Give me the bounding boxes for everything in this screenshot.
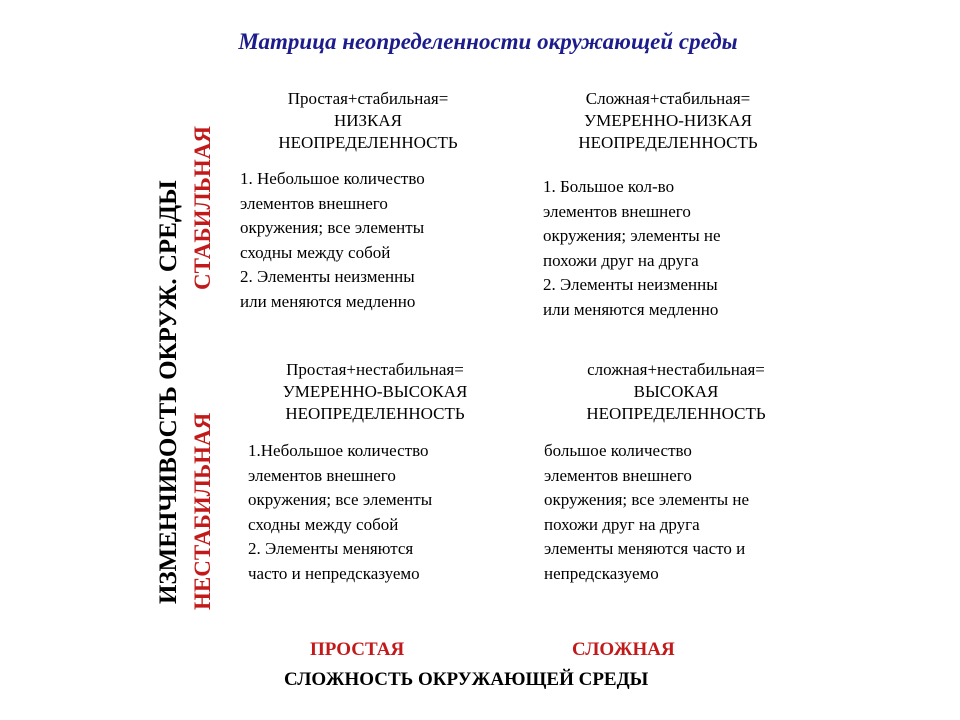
body-line: 2. Элементы неизменны <box>240 267 415 286</box>
header-line: Простая+стабильная= <box>287 89 449 108</box>
horizontal-axis-label: СЛОЖНОСТЬ ОКРУЖАЮЩЕЙ СРЕДЫ <box>284 669 649 690</box>
body-line: 2. Элементы неизменны <box>543 275 718 294</box>
quadrant-top-right-body <box>543 175 721 322</box>
header-line: Простая+нестабильная= <box>286 360 464 379</box>
header-line: УМЕРЕННО-ВЫСОКАЯ <box>282 382 468 401</box>
body-line: окружения; элементы не <box>543 226 721 245</box>
header-line: НЕОПРЕДЕЛЕННОСТЬ <box>285 404 465 423</box>
body-line: элементов внешнего <box>240 193 388 213</box>
vertical-axis-unstable-label: НЕСТАБИЛЬНАЯ <box>190 412 215 610</box>
body-line: 1. Небольшое количество <box>240 169 425 188</box>
body-line: окружения; все элементы <box>248 490 433 509</box>
body-line: окружения; все элементы не <box>544 490 750 509</box>
body-line: 1.Небольшое количество <box>248 441 429 460</box>
header-line: НЕОПРЕДЕЛЕННОСТЬ <box>578 133 758 152</box>
header-line: НЕОПРЕДЕЛЕННОСТЬ <box>586 404 766 423</box>
body-line: 1. Большое кол-во <box>543 177 675 196</box>
body-line: непредсказуемо <box>544 563 659 583</box>
body-line: сходны между собой <box>248 514 399 534</box>
body-line: похожи друг на друга <box>544 514 700 534</box>
body-line: элементы меняются часто и <box>544 539 746 558</box>
quadrant-top-left-header <box>262 88 474 154</box>
horizontal-axis-simple-label: ПРОСТАЯ <box>310 639 405 660</box>
header-line: УМЕРЕННО-НИЗКАЯ <box>584 111 752 130</box>
body-line: элементов внешнего <box>543 201 691 221</box>
body-line: сходны между собой <box>240 242 391 262</box>
body-line: 2. Элементы меняются <box>248 539 414 558</box>
quadrant-bottom-left-body <box>248 439 432 586</box>
body-line: элементов внешнего <box>544 465 692 485</box>
header-line: сложная+нестабильная= <box>587 360 765 379</box>
horizontal-axis-complex-label: СЛОЖНАЯ <box>572 639 675 660</box>
quadrant-top-right-header <box>552 88 784 154</box>
quadrant-bottom-right-header <box>554 359 798 425</box>
header-line: ВЫСОКАЯ <box>633 382 719 401</box>
quadrant-bottom-left-header <box>252 359 498 425</box>
page-title: Матрица неопределенности окружающей среды <box>238 29 738 54</box>
quadrant-bottom-right-body <box>544 439 749 586</box>
body-line: или меняются медленно <box>240 291 416 311</box>
body-line: или меняются медленно <box>543 299 719 319</box>
body-line: большое количество <box>544 441 692 460</box>
body-line: похожи друг на друга <box>543 250 699 270</box>
vertical-axis-stable-label: СТАБИЛЬНАЯ <box>190 126 215 290</box>
body-line: окружения; все элементы <box>240 218 425 237</box>
header-line: НЕОПРЕДЕЛЕННОСТЬ <box>278 133 458 152</box>
body-line: часто и непредсказуемо <box>248 563 420 583</box>
body-line: элементов внешнего <box>248 465 396 485</box>
vertical-axis-label: ИЗМЕНЧИВОСТЬ ОКРУЖ. СРЕДЫ <box>155 180 182 604</box>
header-line: Сложная+стабильная= <box>585 89 751 108</box>
header-line: НИЗКАЯ <box>333 111 403 130</box>
quadrant-top-left-body <box>240 167 425 314</box>
